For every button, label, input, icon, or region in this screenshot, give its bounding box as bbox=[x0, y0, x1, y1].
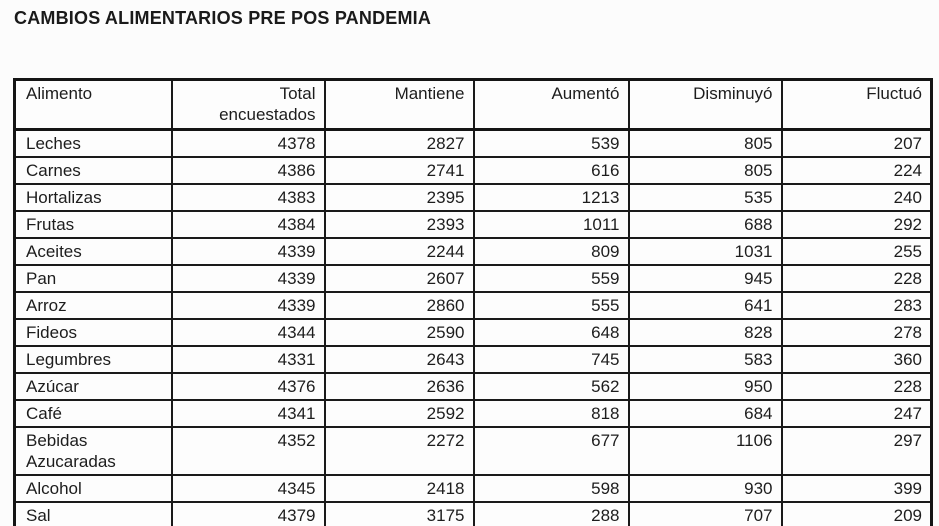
table-row bbox=[15, 265, 932, 292]
cell-disminuyo: 684 bbox=[629, 400, 782, 427]
header-row bbox=[15, 80, 932, 130]
cell-aumento: 288 bbox=[474, 502, 629, 526]
cell-mantiene: 2244 bbox=[325, 238, 474, 265]
food-changes-table bbox=[13, 78, 933, 526]
cell-fluctuo: 240 bbox=[782, 184, 932, 211]
page-title: CAMBIOS ALIMENTARIOS PRE POS PANDEMIA bbox=[14, 8, 432, 28]
table-row bbox=[15, 238, 932, 265]
table-row bbox=[15, 184, 932, 211]
cell-disminuyo: 950 bbox=[629, 373, 782, 400]
cell-mantiene: 2418 bbox=[325, 475, 474, 502]
cell-total: 4341 bbox=[172, 400, 325, 427]
col-header-total: Total encuestados bbox=[172, 80, 325, 130]
cell-disminuyo: 805 bbox=[629, 157, 782, 184]
cell-aumento: 598 bbox=[474, 475, 629, 502]
cell-total: 4384 bbox=[172, 211, 325, 238]
cell-aumento: 745 bbox=[474, 346, 629, 373]
cell-total: 4383 bbox=[172, 184, 325, 211]
cell-mantiene: 2592 bbox=[325, 400, 474, 427]
cell-fluctuo: 228 bbox=[782, 373, 932, 400]
cell-total: 4345 bbox=[172, 475, 325, 502]
cell-mantiene: 2395 bbox=[325, 184, 474, 211]
cell-total: 4339 bbox=[172, 238, 325, 265]
cell-fluctuo: 360 bbox=[782, 346, 932, 373]
table-row bbox=[15, 502, 932, 526]
table-row bbox=[15, 211, 932, 238]
cell-total: 4344 bbox=[172, 319, 325, 346]
cell-total: 4378 bbox=[172, 130, 325, 158]
cell-disminuyo: 805 bbox=[629, 130, 782, 158]
cell-total: 4386 bbox=[172, 157, 325, 184]
table-row bbox=[15, 319, 932, 346]
table-row bbox=[15, 130, 932, 158]
cell-aumento: 809 bbox=[474, 238, 629, 265]
cell-disminuyo: 1106 bbox=[629, 427, 782, 475]
table-row bbox=[15, 475, 932, 502]
cell-aumento: 555 bbox=[474, 292, 629, 319]
cell-mantiene: 2827 bbox=[325, 130, 474, 158]
cell-disminuyo: 583 bbox=[629, 346, 782, 373]
table-row bbox=[15, 157, 932, 184]
table-row bbox=[15, 373, 932, 400]
cell-mantiene: 2272 bbox=[325, 427, 474, 475]
cell-total: 4352 bbox=[172, 427, 325, 475]
cell-aumento: 539 bbox=[474, 130, 629, 158]
cell-total: 4376 bbox=[172, 373, 325, 400]
cell-disminuyo: 707 bbox=[629, 502, 782, 526]
cell-alimento: Legumbres bbox=[15, 346, 172, 373]
cell-disminuyo: 641 bbox=[629, 292, 782, 319]
cell-fluctuo: 209 bbox=[782, 502, 932, 526]
cell-aumento: 677 bbox=[474, 427, 629, 475]
col-header-disminuyo: Disminuyó bbox=[629, 80, 782, 130]
cell-fluctuo: 278 bbox=[782, 319, 932, 346]
cell-aumento: 616 bbox=[474, 157, 629, 184]
cell-disminuyo: 1031 bbox=[629, 238, 782, 265]
cell-total: 4339 bbox=[172, 265, 325, 292]
cell-alimento: Carnes bbox=[15, 157, 172, 184]
cell-mantiene: 3175 bbox=[325, 502, 474, 526]
cell-alimento: Sal bbox=[15, 502, 172, 526]
table-row bbox=[15, 292, 932, 319]
cell-fluctuo: 399 bbox=[782, 475, 932, 502]
cell-disminuyo: 945 bbox=[629, 265, 782, 292]
cell-alimento: Pan bbox=[15, 265, 172, 292]
cell-alimento: Aceites bbox=[15, 238, 172, 265]
col-header-fluctuo: Fluctuó bbox=[782, 80, 932, 130]
cell-aumento: 648 bbox=[474, 319, 629, 346]
col-header-aumento: Aumentó bbox=[474, 80, 629, 130]
cell-disminuyo: 930 bbox=[629, 475, 782, 502]
col-header-alimento: Alimento bbox=[15, 80, 172, 130]
cell-aumento: 559 bbox=[474, 265, 629, 292]
cell-alimento: Azúcar bbox=[15, 373, 172, 400]
cell-mantiene: 2860 bbox=[325, 292, 474, 319]
cell-aumento: 1213 bbox=[474, 184, 629, 211]
cell-alimento: Leches bbox=[15, 130, 172, 158]
cell-total: 4331 bbox=[172, 346, 325, 373]
cell-total: 4339 bbox=[172, 292, 325, 319]
cell-aumento: 1011 bbox=[474, 211, 629, 238]
cell-total: 4379 bbox=[172, 502, 325, 526]
cell-fluctuo: 224 bbox=[782, 157, 932, 184]
cell-fluctuo: 283 bbox=[782, 292, 932, 319]
cell-fluctuo: 292 bbox=[782, 211, 932, 238]
cell-alimento: Café bbox=[15, 400, 172, 427]
cell-mantiene: 2643 bbox=[325, 346, 474, 373]
cell-aumento: 562 bbox=[474, 373, 629, 400]
cell-fluctuo: 297 bbox=[782, 427, 932, 475]
cell-alimento: Hortalizas bbox=[15, 184, 172, 211]
cell-mantiene: 2741 bbox=[325, 157, 474, 184]
cell-mantiene: 2607 bbox=[325, 265, 474, 292]
cell-mantiene: 2393 bbox=[325, 211, 474, 238]
cell-alimento: Arroz bbox=[15, 292, 172, 319]
cell-alimento: Alcohol bbox=[15, 475, 172, 502]
cell-disminuyo: 828 bbox=[629, 319, 782, 346]
cell-alimento: Frutas bbox=[15, 211, 172, 238]
cell-disminuyo: 688 bbox=[629, 211, 782, 238]
table-row bbox=[15, 427, 932, 475]
cell-fluctuo: 247 bbox=[782, 400, 932, 427]
table-row bbox=[15, 346, 932, 373]
table-body bbox=[15, 130, 932, 526]
cell-fluctuo: 228 bbox=[782, 265, 932, 292]
col-header-mantiene: Mantiene bbox=[325, 80, 474, 130]
cell-mantiene: 2590 bbox=[325, 319, 474, 346]
cell-alimento: Bebidas Azucaradas bbox=[15, 427, 172, 475]
cell-fluctuo: 207 bbox=[782, 130, 932, 158]
cell-disminuyo: 535 bbox=[629, 184, 782, 211]
cell-mantiene: 2636 bbox=[325, 373, 474, 400]
cell-alimento: Fideos bbox=[15, 319, 172, 346]
table-row bbox=[15, 400, 932, 427]
cell-aumento: 818 bbox=[474, 400, 629, 427]
cell-fluctuo: 255 bbox=[782, 238, 932, 265]
